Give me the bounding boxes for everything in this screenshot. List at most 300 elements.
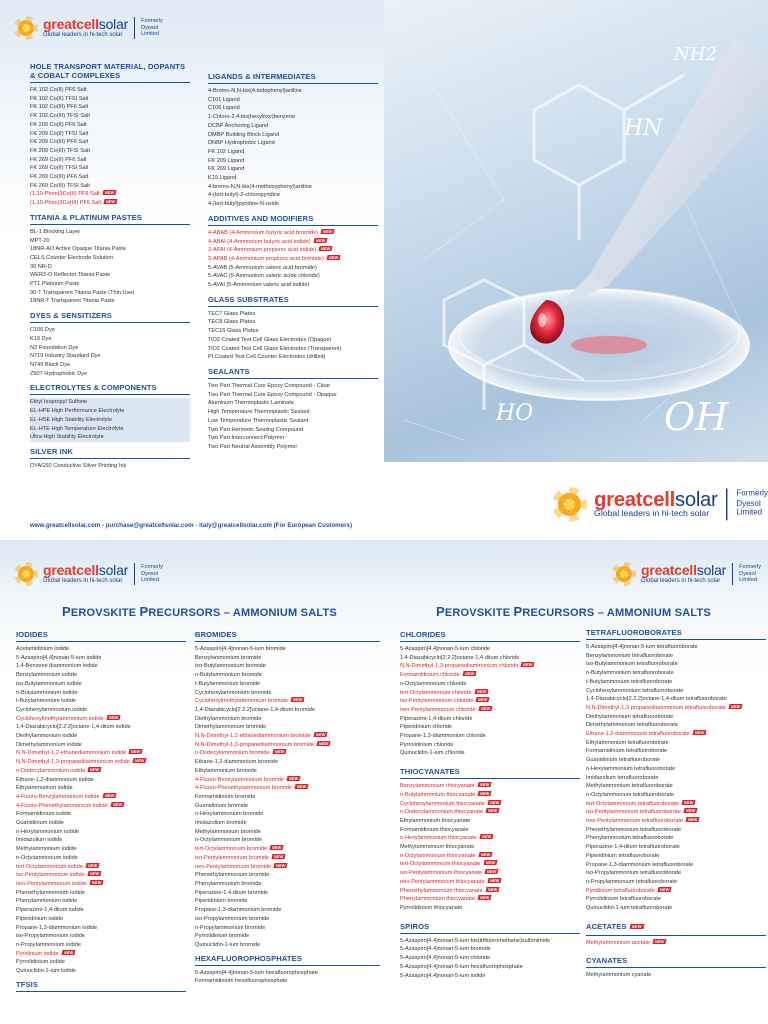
product-item: K19 Dye [30, 335, 52, 342]
product-item: n-Hexylammonium thiocyanate NEW [400, 834, 492, 842]
product-item: tert-Octylammonium chloride NEW [400, 688, 487, 696]
product-item: n-Butylammonium tetrafluoroborate [586, 670, 674, 677]
product-item: Cyclohexylammonium iodide [16, 706, 88, 713]
section-heading: CYANATES [586, 956, 766, 968]
section-glass-substrates [208, 295, 378, 362]
new-badge: NEW [315, 732, 326, 738]
product-item: N719 Industry Standard Dye [30, 353, 101, 360]
section-heading: ADDITIVES AND MODIFIERS [208, 214, 378, 226]
product-item: Two Part Neutral Assembly Polymer [208, 443, 298, 450]
new-badge: NEW [522, 662, 534, 668]
product-item: Low Temperature Thermoplastic Sealant [208, 417, 309, 424]
section-thiocyanates [400, 767, 580, 913]
section-cyanates [586, 956, 766, 980]
product-item: C106 Ligand [208, 105, 240, 112]
product-item: Methylammonium cyanate [586, 972, 652, 979]
new-badge: NEW [89, 871, 100, 877]
oh-formula-label: OH [664, 395, 729, 439]
product-item: 4-ABAI (4-Ammonium butyric acid iodide) NEW [208, 237, 326, 245]
product-item: 4-ABAB (4-Ammonium butyric acid bromide) NEW [208, 228, 333, 236]
product-item: Piperazine-1,4-diium bromide [195, 889, 269, 896]
product-item: Phenethylammonium iodide [16, 889, 86, 896]
product-item: iso-Propylammonium tetrafluoroborate [586, 870, 682, 877]
product-item: tert-Octylammonium iodide NEW [16, 862, 98, 870]
new-badge: NEW [87, 862, 98, 868]
product-item: N,N-Dimethyl-1,3-propanediammonium chloride NEW [400, 662, 534, 670]
product-item: n-Propylammonium tetrafluoroborate [586, 878, 678, 885]
product-item: n-Propylammonium bromide [195, 924, 266, 931]
product-item: Quinuclidin-1-ium bromide [195, 941, 261, 948]
new-badge: NEW [63, 949, 74, 955]
product-item: Pyridinium tetrafluoroborate NEW [586, 886, 670, 894]
product-item: Pyridinium iodide NEW [16, 949, 74, 957]
product-item: DMBP Building Block Ligand [208, 131, 280, 138]
product-item: Imidazolium tetrafluoroborate [586, 774, 659, 781]
product-item: Two Part Hermetic Sealing Compound [208, 426, 304, 433]
product-item: Ethane-1,2-diammonium bromide [195, 759, 279, 766]
section-heading: ELECTROLYTES & COMPONENTS [30, 383, 190, 395]
new-badge: NEW [479, 782, 490, 788]
product-item: 90-T Transparent Titania Paste (Thin Use) [30, 289, 135, 296]
product-item: Propane-1,3-diammonium tetrafluoroborate [586, 861, 694, 868]
section-heading: THIOCYANATES [400, 767, 580, 779]
product-item: n-Butylammonium iodide [16, 689, 78, 696]
product-item: FK 269 Co(III) TFSI Salt [30, 182, 90, 189]
section-heading: IODIDES [16, 630, 186, 642]
hn-formula-label: HN [624, 116, 663, 141]
product-item: Pyrrolidinium iodide [16, 959, 65, 966]
new-badge: NEW [480, 705, 491, 711]
product-item: Cyclohexylmethylammonium bromide NEW [195, 697, 303, 705]
product-item: EL-HPE High Performance Electrolyte [30, 407, 190, 416]
section-heading: HEXAFLUOROPHOSPHATES [195, 954, 380, 966]
product-item: Benzylammonium iodide [16, 672, 77, 679]
new-badge: NEW [487, 808, 498, 814]
product-item: Two Part Interconnect Polymer [208, 435, 285, 442]
product-item: Two Part Thermal Cure Epoxy Compound - Clear [208, 382, 331, 389]
product-item: Methylammonium bromide [195, 828, 261, 835]
product-item: 5-Azaspiro[4.4]nonan-5-ium iodide [16, 654, 102, 661]
product-item: FK 209 Ligand [208, 157, 245, 164]
product-item: n-Octylammonium chloride [400, 680, 467, 687]
product-item: 5-Azaspiro[4.4]nonan-5-ium bis(trifluoromethane)sulfonimide [400, 937, 551, 944]
product-item: neo-Pentylammonium thiocyanate NEW [400, 877, 500, 885]
section-electrolytes-components [30, 383, 190, 442]
product-item: Pyrrolidinium tetrafluoroborate [586, 896, 661, 903]
product-item: 5-Azaspiro[4.4]nonan-5-ium bromide [195, 646, 286, 652]
product-item: Pt Coated Test Cell Counter Electrodes (drilled) [208, 354, 326, 361]
product-item: 4-bromo-N,N-bis(4-methoxyphenyl)aniline [208, 183, 312, 190]
formerly-note: Formerly Dyesol Limited [141, 564, 163, 584]
product-item: tert-Octylammonium thiocyanate NEW [400, 860, 496, 868]
product-item: Dimethylammonium iodide [16, 741, 82, 748]
product-item: 5-AVAC (5-Ammonium valeric acide chloride) [208, 273, 320, 280]
product-item: Formamidinium bromide [195, 793, 256, 800]
product-item: Ethane-1,2-diammonium iodide [16, 776, 94, 783]
section-heading: SEALANTS [208, 367, 378, 379]
catalog-panel-top-left [0, 0, 384, 540]
product-item: iso-Pentylammonium bromide NEW [195, 853, 284, 861]
product-item: Quinuclidin-1-ium iodide [16, 968, 77, 975]
new-badge: NEW [104, 792, 115, 798]
product-item: N,N-Dimethyl-1,3-propanediammonium tetrafluoroborate NEW [586, 703, 741, 711]
new-badge: NEW [104, 190, 115, 196]
product-item: CELS Counter Electrode Solution [30, 254, 114, 261]
catalog-column-right [208, 72, 378, 457]
product-item: Piperidinium bromide [195, 898, 248, 905]
product-item: N,N-Dimethyl-1,3-propanediammonium bromide NEW [195, 740, 329, 748]
product-item: DNBP Hydrophobic Ligand [208, 140, 275, 147]
section-heading: TFSIS [16, 980, 186, 992]
new-badge: NEW [275, 862, 287, 868]
product-item: n-Butylammonium bromide [195, 672, 262, 679]
product-item: t-Butylammonium iodide [16, 698, 77, 705]
product-item: Piperidinium chloride [400, 724, 452, 731]
new-badge: NEW [105, 199, 117, 205]
product-item: WER2-O Reflector Titania Paste [30, 272, 111, 279]
brand-tagline: Global leaders in hi-tech solar [43, 32, 123, 38]
product-item: Cyclohexylammonium thiocyanate NEW [400, 799, 500, 807]
new-badge: NEW [464, 671, 475, 677]
product-item: EL-HSE High Stability Electrolyte [30, 416, 190, 425]
catalog-panel-bottom-left [0, 540, 384, 1024]
product-item: Diethylammonium tetrafluoroborate [586, 713, 674, 720]
product-item: 1,4-Diazabicyclo[2.2.2]octane-1,4-diium chloride [400, 654, 520, 661]
section-heading: TETRAFLUOROBORATES [586, 628, 766, 640]
product-item: EL-HTE High Temperature Electrolyte [30, 425, 190, 434]
sun-logo-icon [14, 562, 38, 586]
product-item: FK 102 Co(III) TFSI Salt [30, 113, 90, 120]
formerly-note: Formerly Dyesol Limited [739, 564, 761, 584]
product-item: Aluminum Thermoplastic Laminate [208, 400, 295, 407]
product-item: FK 269 Co(II) TFSI Salt [30, 165, 89, 172]
product-item: TiO2 Coated Test Cell Glass Electrodes (Opaque) [208, 336, 332, 343]
section-heading: DYES & SENSITIZERS [30, 311, 190, 323]
product-item: Pyrrolidinium chloride [400, 741, 454, 748]
contact-footer: www.greatcellsolar.com - purchase@greatcellsolar.com - italy@greatcellsolar.com (For European Customers) [30, 522, 353, 529]
product-item: FK 209 Co(II) TFSI Salt [30, 130, 89, 137]
product-item: Cyclohexylammonium bromide [195, 689, 272, 696]
sun-logo-icon [612, 562, 636, 586]
brand-logo-large: greatcellsolar Global leaders in hi-tech solar Formerly Dyesol Limited [552, 487, 768, 522]
new-badge: NEW [288, 775, 299, 781]
product-item: Pyrrolidinium thiocyanate [400, 904, 463, 911]
product-item: 5-Azaspiro[4.4]nonan-5-ium hexafluorophosphate [195, 969, 318, 976]
product-item: 4-Fluoro-Phenethylammonium bromide NEW [195, 784, 307, 792]
product-item: 18NR-AO Active Opaque Titania Paste [30, 246, 127, 253]
product-item: Phenethylammonium tetrafluoroborate [586, 826, 682, 833]
brand-logo: greatcellsolar Global leaders in hi-tech solar Formerly Dyesol Limited [14, 562, 163, 586]
section-additives-and-modifiers [208, 214, 378, 290]
product-item: Ethyl Isopropyl Sulfone [30, 398, 190, 407]
product-item: 1,4-Diazabicyclo[2.2.2]octane-1,4-diium bromide [195, 706, 316, 713]
new-badge: NEW [481, 834, 492, 840]
brand-tagline: Global leaders in hi-tech solar [43, 578, 123, 584]
page-heading: PEROVSKITE PRECURSORS – AMMONIUM SALTS [62, 604, 337, 619]
product-item: 18NR-T Transparent Titania Paste [30, 298, 115, 305]
new-badge: NEW [112, 801, 123, 807]
lab-photo [384, 0, 768, 462]
product-item: Piperidinium iodide [16, 915, 64, 922]
section-tfsis [16, 980, 186, 992]
product-item: Guanidinium iodide [16, 820, 64, 827]
new-badge: NEW [479, 790, 491, 796]
new-badge: NEW [654, 938, 665, 944]
product-item: neo-Pentylammonium chloride NEW [400, 705, 491, 713]
product-item: Quinuclidin-1-ium chloride [400, 750, 465, 757]
catalog-column-left [16, 630, 186, 996]
product-item: 4-Fluoro-Benzylammonium bromide NEW [195, 775, 299, 783]
product-item: Phenylammonium iodide [16, 898, 78, 905]
product-item: Formamidinium thiocyanate [400, 826, 469, 833]
formerly-note: Formerly Dyesol Limited [141, 18, 163, 38]
product-item: TEC8 Glass Plates [208, 319, 256, 326]
product-item: Methylammonium tetrafluoroborate [586, 783, 673, 790]
product-item: 1,4-Diazabicyclo[2.2.2]octane-1,4-diium tetrafluoroborate [586, 696, 727, 703]
product-item: tert-Octylammonium bromide NEW [195, 845, 283, 853]
product-item: FK 102 Ligand [208, 148, 245, 155]
product-item: n-Hexylammonium tetrafluoroborate [586, 765, 676, 772]
product-item: TEC7 Glass Plates [208, 310, 256, 317]
sun-logo-icon [14, 16, 38, 40]
product-item: 4-(tert-butyl)-2-chloropyridine [208, 192, 281, 199]
product-item: Cyclohexylmethylammonium iodide NEW [16, 714, 119, 722]
section-tetrafluoroborates [586, 628, 766, 913]
product-item: iso-Propylammonium iodide [16, 933, 86, 940]
product-item: FK 269 Co(II) PF6 Salt [30, 156, 87, 163]
brand-logo: greatcellsolar Global leaders in hi-tech solar Formerly Dyesol Limited [14, 16, 163, 40]
product-item: t-Butylammonium bromide [195, 680, 261, 687]
product-item: 4-Bromo-N,N-bis(4-iodophenyl)aniline [208, 88, 302, 94]
product-item: C101 Ligand [208, 96, 240, 103]
product-item: C106 Dye [30, 327, 55, 334]
product-item: FK 209 Co(III) TFSI Salt [30, 147, 90, 154]
product-item: Imidazolium bromide [195, 820, 247, 827]
product-item: Formamidinium iodide [16, 811, 72, 818]
new-badge: NEW [486, 869, 498, 875]
new-badge: NEW [91, 879, 102, 885]
product-item: Imidazolium iodide [16, 837, 63, 844]
product-item: Formamidinium chloride NEW [400, 671, 475, 679]
product-item: n-Propylammonium iodide [16, 941, 81, 948]
molecule-illustration [384, 0, 768, 462]
product-item: 5-Azaspiro[4.4]nonan-5-ium chloride [400, 646, 491, 652]
new-badge: NEW [631, 923, 642, 929]
product-item: N,N-Dimethyl-1,2-ethanediammonium iodide NEW [16, 749, 142, 757]
section-heading: SILVER INK [30, 447, 190, 459]
product-item: FK 102 Co(II) TFSI Salt [30, 95, 89, 102]
new-badge: NEW [730, 703, 741, 709]
product-item: PT1 Platinum Paste [30, 281, 80, 288]
section-spiros [400, 922, 580, 981]
new-badge: NEW [477, 697, 489, 703]
product-item: Dimethylammonium bromide [195, 724, 267, 731]
product-item: Piperazine-1,4-diium tetrafluoroborate [586, 844, 680, 851]
product-item: Quinuclidin-1-ium tetrafluoroborate [586, 905, 673, 912]
product-item: FK 102 Co(II) PF6 Salt [30, 87, 87, 93]
product-item: iso-Propylammonium bromide [195, 915, 270, 922]
sun-logo-icon [552, 487, 587, 522]
product-item: Cyclohexylammonium tetrafluoroborate [586, 687, 684, 694]
product-item: n-Butylammonium thiocyanate NEW [400, 790, 491, 798]
new-badge: NEW [320, 246, 332, 252]
product-item: Piperidinium tetrafluoroborate [586, 852, 660, 859]
brand-logo: greatcellsolar Global leaders in hi-tech solar Formerly Dyesol Limited [612, 562, 761, 586]
product-item: 5-Azaspiro[4.4]nonan-5-ium chloride [400, 955, 491, 962]
product-item: 5-AVAB (5-Ammonium valeric acid bromide) [208, 264, 317, 271]
product-item: N,N-Dimethyl-1,2-ethanediammonium bromide NEW [195, 732, 326, 740]
product-item: Phenethylammonium thiocyanate NEW [400, 886, 498, 894]
product-item: Ethylammonium iodide [16, 785, 73, 792]
product-item: 4-Fluoro-Phenethylammonium iodide NEW [16, 801, 123, 809]
product-item: 4-(tert-butyl)pyridine-N-oxide [208, 201, 280, 208]
product-item: Z907 Hydrophobic Dye [30, 370, 88, 377]
product-item: iso-Butylammonium iodide [16, 680, 82, 687]
product-item: Formamidinium hexafluorophosphate [195, 978, 288, 985]
product-item: n-Octylammonium thiocyanate NEW [400, 851, 491, 859]
formerly-note: Formerly Dyesol Limited [736, 490, 768, 518]
section-sealants [208, 367, 378, 452]
catalog-column-left [400, 630, 580, 989]
product-item: iso-Pentylammonium iodide NEW [16, 871, 100, 879]
product-item: DYAG50 Conductive Silver Printing Ink [30, 462, 127, 469]
product-item: n-Dodecylammonium bromide NEW [195, 749, 285, 757]
new-badge: NEW [489, 799, 500, 805]
product-item: iso-Pentylammonium thiocyanate NEW [400, 869, 498, 877]
product-item: 5-AVAI (5-Ammonium valeric acid iodide) [208, 282, 310, 289]
product-item: Benzylammonium thiocyanate NEW [400, 782, 490, 790]
catalog-panel-bottom-right [384, 540, 768, 1024]
product-item: n-Octylammonium tetrafluoroborate [586, 791, 674, 798]
section-heading: BROMIDES [195, 630, 380, 642]
new-badge: NEW [328, 254, 339, 260]
section-dyes-sensitizers [30, 311, 190, 378]
product-item: t-Butylammonium tetrafluoroborate [586, 678, 673, 685]
new-badge: NEW [271, 845, 283, 851]
product-item: Ethylammonium thiocyanate [400, 817, 471, 824]
product-item: Ethane-1,2-diammonium tetrafluoroborate NEW [586, 730, 705, 738]
product-item: iso-Butylammonium tetrafluoroborate [586, 661, 678, 668]
product-item: Acetamidinium iodide [16, 646, 70, 652]
product-item: 1-Chloro-2,4-bis(hexyloxy)benzene [208, 114, 296, 121]
product-item: Ethylammonium bromide [195, 767, 257, 774]
new-badge: NEW [292, 697, 303, 703]
new-badge: NEW [296, 784, 307, 790]
product-item: FK 209 Co(II) PF6 Salt [30, 121, 87, 128]
new-badge: NEW [479, 895, 490, 901]
new-badge: NEW [489, 877, 500, 883]
new-badge: NEW [315, 237, 326, 243]
section-heading: TITANIA & PLATINUM PASTES [30, 213, 190, 225]
product-item: High Temperature Thermoplastic Sealant [208, 409, 310, 416]
new-badge: NEW [694, 730, 705, 736]
new-badge: NEW [685, 808, 696, 814]
section-hexafluorophosphates [195, 954, 380, 986]
new-badge: NEW [480, 851, 491, 857]
new-badge: NEW [659, 886, 670, 892]
product-item: Methylammonium iodide [16, 846, 77, 853]
new-badge: NEW [130, 749, 142, 755]
product-item: 4-Fluoro-Benzylammonium iodide NEW [16, 792, 115, 800]
product-item: neo-Pentylammonium tetrafluoroborate NEW [586, 817, 698, 825]
product-item: 1,4-Diazabicyclo[2.2.2]octane-1,4-diium iodide [16, 724, 131, 731]
product-item: Piperazine-1,4-diium iodide [16, 907, 84, 914]
product-item: 5-Azaspiro[4.4]nonan-5-ium bromide [400, 946, 491, 953]
section-heading: CHLORIDES [400, 630, 580, 642]
product-item: Propane-1,3-diammonium bromide [195, 907, 282, 914]
product-item: iso-Pentylammonium tetrafluoroborate NEW [586, 808, 696, 816]
section-heading: ACETATES NEW [586, 922, 766, 936]
nh2-formula-label: NH2 [674, 44, 717, 65]
catalog-column-left [30, 62, 190, 476]
product-item: neo-Pentylammonium bromide NEW [195, 862, 287, 870]
product-item: N,N-Dimethyl-1,3-propanediammonium iodide NEW [16, 758, 145, 766]
product-item: 5-Azaspiro[4.4]nonan-5-ium iodide [400, 972, 486, 979]
product-item: Methylammonium acetate NEW [586, 938, 665, 946]
new-badge: NEW [134, 758, 145, 764]
product-item: FK 209 Co(III) PF6 Salt [30, 139, 89, 146]
product-item: Phenylammonium bromide [195, 880, 262, 887]
product-item: Guanidinium tetrafluoroborate [586, 757, 661, 764]
product-item: FK 269 Co(III) PF6 Salt [30, 174, 89, 181]
product-item: iso-Pentylammonium chloride NEW [400, 697, 489, 705]
cover-panel [384, 0, 768, 540]
new-badge: NEW [108, 714, 119, 720]
section-ligands-intermediates [208, 72, 378, 209]
product-item: 3-APAB (4-Ammonium propionic acid bromide) NEW [208, 254, 339, 262]
product-item: TiO2 Coated Test Cell Glass Electrodes (Transparent) [208, 345, 342, 352]
section-silver-ink [30, 447, 190, 471]
product-item: n-Dodecylammonium thiocyanate NEW [400, 808, 498, 816]
section-heading: GLASS SUBSTRATES [208, 295, 378, 307]
page-heading: PEROVSKITE PRECURSORS – AMMONIUM SALTS [436, 604, 711, 619]
new-badge: NEW [322, 228, 333, 234]
product-item: Phenethylammonium bromide [195, 872, 270, 879]
product-item: Propane-1,3-diammonium iodide [16, 924, 98, 931]
product-item: 5-Azaspiro[4.4]nonan-5-ium hexafluorophosphate [400, 963, 523, 970]
new-badge: NEW [475, 688, 487, 694]
product-item: MPT-20 [30, 237, 50, 244]
new-badge: NEW [318, 740, 329, 746]
ho-formula-label: HO [496, 401, 534, 426]
product-item: Piperazine-1,4-diium chloride [400, 715, 473, 722]
product-item: n-Octylammonium iodide [16, 854, 78, 861]
product-item: Propane-1,3-diammonium chloride [400, 733, 486, 740]
product-item: Pyrrolidinium bromide [195, 933, 250, 940]
product-item: Two Part Thermal Cure Epoxy Compound - Opaque [208, 391, 337, 398]
brand-tagline: Global leaders in hi-tech solar [594, 510, 710, 519]
new-badge: NEW [274, 749, 285, 755]
new-badge: NEW [683, 799, 694, 805]
product-item: tert-Octylammonium tetrafluoroborate NEW [586, 799, 694, 807]
product-item: DCBP Anchoring Ligand [208, 122, 269, 129]
product-item: Diethylammonium bromide [195, 715, 262, 722]
product-item: Diethylammonium iodide [16, 733, 78, 740]
section-heading: SPIROS [400, 922, 580, 934]
product-item: Dimethylammonium tetrafluoroborate [586, 722, 679, 729]
product-item: TEC15 Glass Plates [208, 328, 259, 335]
section-chlorides [400, 630, 580, 758]
catalog-column-right [586, 628, 766, 989]
section-iodides [16, 630, 186, 976]
section-heading: HOLE TRANSPORT MATERIAL, DOPANTS & COBALT COMPLEXES [30, 62, 190, 83]
product-item: (1,10-Phen)3Co(II) PF6 Salt NEW [30, 190, 115, 198]
product-item: N3 Foundation Dye [30, 344, 79, 351]
product-item: n-Dodecylammonium iodide NEW [16, 766, 101, 774]
product-item: 3-APAI (4-Ammonium propionic acid iodide) NEW [208, 246, 332, 254]
product-item: Ethylammonium tetrafluoroborate [586, 739, 669, 746]
product-item: 1,4-Benzene diammonium iodide [16, 663, 98, 670]
